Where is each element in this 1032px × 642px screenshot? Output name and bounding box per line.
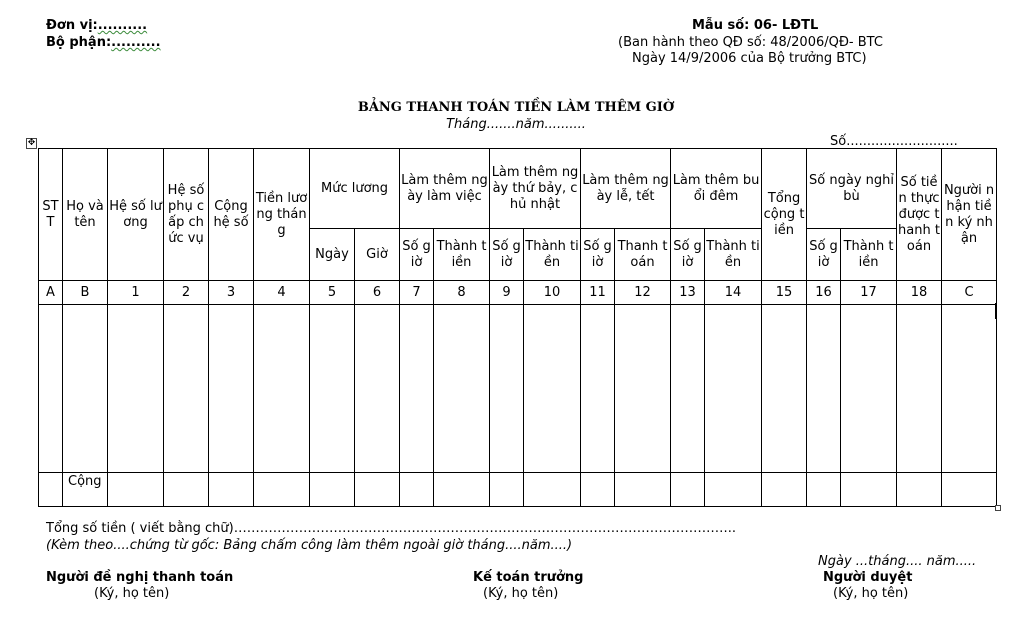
header-holiday-hours: Số giờ <box>581 229 615 281</box>
table-cell[interactable] <box>942 305 997 473</box>
code-cell: 16 <box>807 281 841 305</box>
code-cell: 1 <box>108 281 164 305</box>
table-cell[interactable] <box>209 305 254 473</box>
code-cell: 8 <box>434 281 490 305</box>
table-cell[interactable] <box>524 473 581 507</box>
code-cell: 2 <box>164 281 209 305</box>
signature-accountant-note: (Ký, họ tên) <box>483 586 559 601</box>
code-cell: B <box>63 281 108 305</box>
table-cell[interactable] <box>807 305 841 473</box>
code-cell: A <box>39 281 63 305</box>
code-cell: 14 <box>705 281 762 305</box>
header-total-coefficient: Cộng hệ số <box>209 149 254 281</box>
table-cell[interactable] <box>108 473 164 507</box>
header-weekend-amount: Thành tiền <box>524 229 581 281</box>
header-grand-total: Tổng cộng tiền <box>762 149 807 281</box>
text-cursor <box>995 303 997 319</box>
table-resize-handle[interactable] <box>995 505 1001 511</box>
total-row <box>39 473 997 507</box>
table-cell[interactable] <box>762 305 807 473</box>
signature-date: Ngày ...tháng.... năm..... <box>818 554 977 569</box>
header-holiday-amount: Thanh toán <box>615 229 671 281</box>
signature-requester-title: Người đề nghị thanh toán <box>46 570 234 585</box>
table-cell[interactable] <box>164 473 209 507</box>
code-cell: 7 <box>400 281 434 305</box>
header-overtime-workday: Làm thêm ngày làm việc <box>400 149 490 229</box>
code-cell: 15 <box>762 281 807 305</box>
dept-label: Bộ phận: <box>46 35 112 50</box>
table-cell[interactable] <box>400 305 434 473</box>
header-allowance-coefficient: Hệ số phụ cấp chức vụ <box>164 149 209 281</box>
table-cell[interactable] <box>254 305 310 473</box>
header-workday-hours: Số giờ <box>400 229 434 281</box>
code-cell: 11 <box>581 281 615 305</box>
header-rate-hour: Giờ <box>355 229 400 281</box>
table-cell[interactable] <box>841 473 897 507</box>
form-number: Mẫu số: 06- LĐTL <box>692 18 819 33</box>
code-cell: 4 <box>254 281 310 305</box>
header-rate: Mức lương <box>310 149 400 229</box>
code-cell: 9 <box>490 281 524 305</box>
header-rate-day: Ngày <box>310 229 355 281</box>
unit-label: Đơn vị: <box>46 18 98 33</box>
table-cell[interactable] <box>490 305 524 473</box>
table-cell[interactable] <box>671 473 705 507</box>
table-cell[interactable] <box>524 305 581 473</box>
header-overtime-holiday: Làm thêm ngày lễ, tết <box>581 149 671 229</box>
table-cell[interactable] <box>355 305 400 473</box>
code-cell: 12 <box>615 281 671 305</box>
table-cell[interactable] <box>310 473 355 507</box>
issued-by-line-1: (Ban hành theo QĐ số: 48/2006/QĐ- BTC <box>618 35 883 50</box>
table-cell[interactable] <box>942 473 997 507</box>
total-in-words: Tổng số tiền ( viết bằng chữ)…………………………………………………………………………………………………….. <box>46 521 736 536</box>
table-cell[interactable] <box>897 305 942 473</box>
code-cell: 18 <box>897 281 942 305</box>
header-net-paid: Số tiền thực được thanh toán <box>897 149 942 281</box>
header-overtime-weekend: Làm thêm ngày thứ bảy, chủ nhật <box>490 149 581 229</box>
dept-dots: .......... <box>111 35 161 50</box>
unit-dots: .......... <box>97 18 148 33</box>
header-comp-amount: Thành tiền <box>841 229 897 281</box>
signature-requester-note: (Ký, họ tên) <box>94 586 170 601</box>
overtime-payment-table <box>38 148 997 507</box>
table-cell[interactable] <box>63 305 108 473</box>
table-cell[interactable] <box>581 305 615 473</box>
header-salary-coefficient: Hệ số lương <box>108 149 164 281</box>
header-overtime-night: Làm thêm buổi đêm <box>671 149 762 229</box>
code-cell: 6 <box>355 281 400 305</box>
table-cell[interactable] <box>897 473 942 507</box>
code-cell: C <box>942 281 997 305</box>
header-night-amount: Thành tiền <box>705 229 762 281</box>
table-cell[interactable] <box>841 305 897 473</box>
table-cell[interactable] <box>355 473 400 507</box>
table-cell[interactable] <box>310 305 355 473</box>
total-row-label: Cộng <box>63 473 108 507</box>
table-cell[interactable] <box>705 305 762 473</box>
table-cell[interactable] <box>400 473 434 507</box>
table-cell[interactable] <box>705 473 762 507</box>
table-move-handle-icon[interactable]: ✥ <box>27 138 36 148</box>
table-cell[interactable] <box>434 473 490 507</box>
table-cell[interactable] <box>581 473 615 507</box>
header-name: Họ và tên <box>63 149 108 281</box>
table-cell[interactable] <box>39 473 63 507</box>
code-cell: 10 <box>524 281 581 305</box>
code-cell: 3 <box>209 281 254 305</box>
signature-approver-note: (Ký, họ tên) <box>833 586 909 601</box>
header-night-hours: Số giờ <box>671 229 705 281</box>
dept-line <box>46 35 161 50</box>
table-cell[interactable] <box>615 473 671 507</box>
header-stt: STT <box>39 149 63 281</box>
table-cell[interactable] <box>254 473 310 507</box>
table-cell[interactable] <box>108 305 164 473</box>
header-weekend-hours: Số giờ <box>490 229 524 281</box>
table-cell[interactable] <box>39 305 63 473</box>
unit-line <box>46 18 147 33</box>
table-cell[interactable] <box>807 473 841 507</box>
table-cell[interactable] <box>671 305 705 473</box>
table-cell[interactable] <box>490 473 524 507</box>
table-cell[interactable] <box>209 473 254 507</box>
header-receiver-signature: Người nhận tiền ký nhận <box>942 149 997 281</box>
code-cell: 13 <box>671 281 705 305</box>
document-subtitle: Tháng.......năm.......... <box>446 117 586 132</box>
issued-by-line-2: Ngày 14/9/2006 của Bộ trưởng BTC) <box>632 51 867 66</box>
document-title: BẢNG THANH TOÁN TIỀN LÀM THÊM GIỜ <box>357 100 675 115</box>
signature-accountant-title: Kế toán trưởng <box>473 570 584 585</box>
header-compensatory-days: Số ngày nghỉ bù <box>807 149 897 229</box>
attached-documents-note: (Kèm theo....chứng từ gốc: Bảng chấm công làm thêm ngoài giờ tháng....năm....) <box>46 538 573 553</box>
table-cell[interactable] <box>762 473 807 507</box>
document-number: Số........................... <box>830 134 958 149</box>
code-cell: 5 <box>310 281 355 305</box>
table-row <box>39 305 997 473</box>
table-cell[interactable] <box>434 305 490 473</box>
header-workday-amount: Thành tiền <box>434 229 490 281</box>
header-comp-hours: Số giờ <box>807 229 841 281</box>
table-cell[interactable] <box>164 305 209 473</box>
code-cell: 17 <box>841 281 897 305</box>
header-monthly-salary: Tiền lương tháng <box>254 149 310 281</box>
column-code-row <box>39 281 997 305</box>
table-cell[interactable] <box>615 305 671 473</box>
signature-approver-title: Người duyệt <box>823 570 913 585</box>
